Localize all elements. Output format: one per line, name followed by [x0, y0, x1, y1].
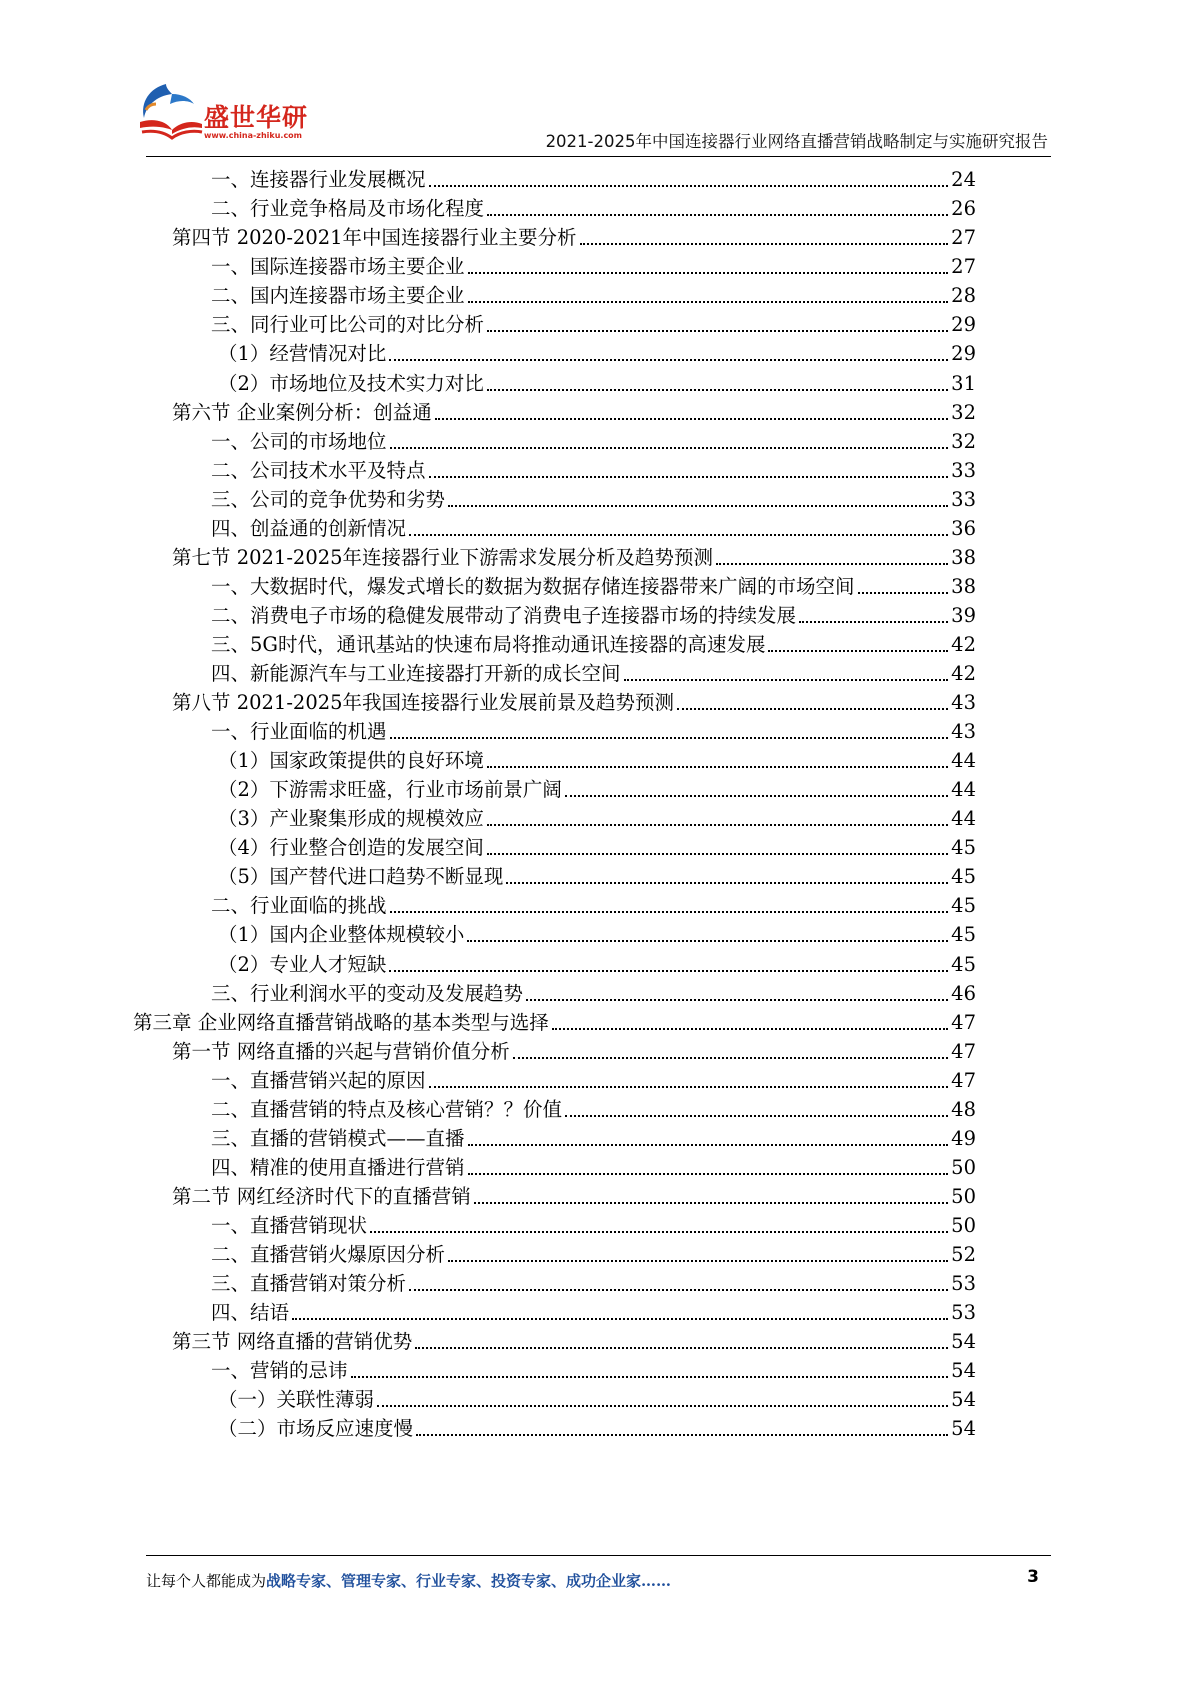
toc-entry[interactable] — [211, 422, 976, 453]
toc-dot-leader — [389, 359, 948, 361]
toc-entry-page: 45 — [951, 836, 976, 860]
toc-dot-leader — [677, 708, 948, 710]
toc-entry-page: 27 — [951, 255, 976, 279]
toc-entry[interactable] — [172, 219, 976, 250]
toc-entry[interactable] — [172, 1033, 976, 1064]
toc-entry-page: 53 — [951, 1301, 976, 1325]
toc-entry[interactable] — [218, 800, 976, 831]
toc-dot-leader — [448, 505, 948, 507]
toc-entry-title: 四、创益通的创新情况 — [211, 516, 407, 540]
toc-entry-title: 二、公司技术水平及特点 — [211, 458, 426, 482]
toc-entry-page: 44 — [951, 749, 976, 773]
logo-text: 盛世华研 — [204, 103, 309, 132]
toc-entry[interactable] — [172, 393, 976, 424]
toc-entry-page: 47 — [951, 1039, 976, 1063]
toc-dot-leader — [429, 1086, 949, 1088]
toc-entry[interactable] — [218, 858, 976, 889]
toc-entry-page: 54 — [951, 1417, 976, 1441]
logo-url: www.china-zhiku.com — [204, 131, 303, 140]
toc-dot-leader — [487, 853, 948, 855]
toc-entry-page: 26 — [951, 197, 976, 221]
logo-emblem-icon — [136, 78, 206, 148]
toc-entry-page: 24 — [951, 168, 976, 192]
toc-dot-leader — [351, 1376, 949, 1378]
toc-entry-title: 一、大数据时代，爆发式增长的数据为数据存储连接器带来广阔的市场空间 — [211, 574, 855, 598]
toc-entry-title: 一、国际连接器市场主要企业 — [211, 255, 465, 279]
toc-entry-title: 第三章 企业网络直播营销战略的基本类型与选择 — [133, 1010, 549, 1034]
toc-entry-title: 三、公司的竞争优势和劣势 — [211, 487, 446, 511]
toc-entry-page: 28 — [951, 284, 976, 308]
toc-entry-title: 四、新能源汽车与工业连接器打开新的成长空间 — [211, 662, 621, 686]
toc-entry[interactable] — [172, 539, 976, 570]
company-logo — [136, 78, 309, 148]
toc-entry[interactable] — [211, 161, 976, 192]
header-divider — [146, 156, 1051, 157]
toc-entry-page: 38 — [951, 545, 976, 569]
toc-dot-leader — [513, 1057, 948, 1059]
toc-entry[interactable] — [211, 248, 976, 279]
toc-entry-title: 三、行业利润水平的变动及发展趋势 — [211, 981, 524, 1005]
toc-entry-title: （1）经营情况对比 — [218, 342, 387, 366]
toc-entry-page: 32 — [951, 400, 976, 424]
toc-entry-page: 45 — [951, 952, 976, 976]
toc-dot-leader — [552, 1028, 948, 1030]
toc-entry[interactable] — [211, 1265, 976, 1296]
toc-dot-leader — [624, 679, 949, 681]
toc-entry-page: 44 — [951, 778, 976, 802]
toc-entry-page: 27 — [951, 226, 976, 250]
toc-dot-leader — [799, 621, 948, 623]
toc-entry-page: 46 — [951, 981, 976, 1005]
toc-dot-leader — [487, 824, 948, 826]
toc-entry-page: 45 — [951, 894, 976, 918]
toc-entry[interactable] — [211, 1091, 976, 1122]
toc-entry-page: 54 — [951, 1359, 976, 1383]
toc-entry-title: （1）国家政策提供的良好环境 — [218, 749, 484, 773]
toc-entry[interactable] — [218, 916, 976, 947]
footer-slogan — [146, 1570, 671, 1591]
toc-dot-leader — [292, 1318, 948, 1320]
toc-dot-leader — [716, 563, 948, 565]
toc-dot-leader — [467, 940, 948, 942]
toc-entry-title: （一）关联性薄弱 — [218, 1388, 375, 1412]
toc-entry[interactable] — [211, 306, 976, 337]
toc-entry-page: 44 — [951, 807, 976, 831]
toc-dot-leader — [409, 534, 948, 536]
toc-entry[interactable] — [218, 742, 976, 773]
toc-entry[interactable] — [211, 1236, 976, 1267]
toc-entry-title: 第八节 2021-2025年我国连接器行业发展前景及趋势预测 — [172, 691, 675, 715]
toc-entry-title: 四、精准的使用直播进行营销 — [211, 1155, 465, 1179]
toc-dot-leader — [448, 1260, 948, 1262]
toc-dot-leader — [487, 766, 948, 768]
toc-entry-page: 33 — [951, 487, 976, 511]
toc-entry[interactable] — [218, 829, 976, 860]
toc-entry-page: 47 — [951, 1010, 976, 1034]
toc-entry-page: 38 — [951, 574, 976, 598]
toc-entry-title: （5）国产替代进口趋势不断显现 — [218, 865, 504, 889]
toc-entry[interactable] — [218, 364, 976, 395]
toc-entry[interactable] — [211, 1352, 976, 1383]
toc-entry[interactable] — [172, 1323, 976, 1354]
toc-entry-page: 42 — [951, 662, 976, 686]
toc-entry[interactable] — [211, 974, 976, 1005]
toc-entry[interactable] — [211, 713, 976, 744]
footer-slogan-highlight: 战略专家、管理专家、行业专家、投资专家、成功企业家…… — [266, 1572, 672, 1590]
toc-entry-page: 43 — [951, 691, 976, 715]
toc-dot-leader — [565, 1115, 948, 1117]
toc-entry-title: 一、直播营销现状 — [211, 1213, 368, 1237]
toc-entry-title: （1）国内企业整体规模较小 — [218, 923, 465, 947]
toc-entry-title: （2）专业人才短缺 — [218, 952, 387, 976]
toc-entry[interactable] — [218, 335, 976, 366]
toc-entry[interactable] — [211, 190, 976, 221]
toc-entry[interactable] — [211, 1294, 976, 1325]
toc-entry[interactable] — [172, 684, 976, 715]
toc-entry[interactable] — [211, 887, 976, 918]
toc-entry-page: 33 — [951, 458, 976, 482]
toc-entry-title: （2）下游需求旺盛，行业市场前景广阔 — [218, 778, 562, 802]
toc-dot-leader — [487, 389, 948, 391]
toc-dot-leader — [429, 185, 949, 187]
toc-entry-title: （二）市场反应速度慢 — [218, 1417, 414, 1441]
toc-entry-page: 32 — [951, 429, 976, 453]
toc-entry-page: 45 — [951, 865, 976, 889]
toc-dot-leader — [468, 1173, 949, 1175]
toc-entry-title: 二、行业竞争格局及市场化程度 — [211, 197, 485, 221]
toc-entry-title: 三、直播营销对策分析 — [211, 1272, 407, 1296]
report-title: 2021-2025年中国连接器行业网络直播营销战略制定与实施研究报告 — [545, 132, 1048, 151]
toc-dot-leader — [506, 882, 948, 884]
toc-entry-title: 第二节 网红经济时代下的直播营销 — [172, 1184, 471, 1208]
toc-dot-leader — [468, 1144, 949, 1146]
toc-dot-leader — [390, 911, 949, 913]
toc-entry-title: 一、营销的忌讳 — [211, 1359, 348, 1383]
toc-entry[interactable] — [211, 1062, 976, 1093]
toc-dot-leader — [565, 795, 948, 797]
toc-entry-page: 36 — [951, 516, 976, 540]
toc-dot-leader — [390, 737, 949, 739]
toc-dot-leader — [429, 476, 949, 478]
toc-entry[interactable] — [218, 1381, 976, 1412]
toc-entry-title: （4）行业整合创造的发展空间 — [218, 836, 484, 860]
toc-dot-leader — [389, 970, 948, 972]
toc-entry-page: 48 — [951, 1097, 976, 1121]
toc-entry[interactable] — [211, 1120, 976, 1151]
toc-entry-page: 43 — [951, 720, 976, 744]
toc-entry[interactable] — [211, 452, 976, 483]
toc-entry-title: 三、同行业可比公司的对比分析 — [211, 313, 485, 337]
toc-entry-title: 第一节 网络直播的兴起与营销价值分析 — [172, 1039, 510, 1063]
toc-entry-page: 47 — [951, 1068, 976, 1092]
toc-dot-leader — [416, 1434, 948, 1436]
toc-entry-page: 54 — [951, 1330, 976, 1354]
toc-entry-title: 第七节 2021-2025年连接器行业下游需求发展分析及趋势预测 — [172, 545, 714, 569]
toc-entry-title: 一、公司的市场地位 — [211, 429, 387, 453]
toc-dot-leader — [377, 1405, 948, 1407]
toc-entry-title: 三、5G时代，通讯基站的快速布局将推动通讯连接器的高速发展 — [211, 632, 766, 656]
toc-entry-title: 三、直播的营销模式——直播 — [211, 1126, 465, 1150]
toc-entry-title: 一、连接器行业发展概况 — [211, 168, 426, 192]
toc-entry[interactable] — [218, 1410, 976, 1441]
toc-dot-leader — [858, 592, 949, 594]
footer-divider — [146, 1555, 1051, 1556]
toc-dot-leader — [526, 999, 948, 1001]
toc-entry-page: 50 — [951, 1155, 976, 1179]
toc-dot-leader — [468, 301, 949, 303]
toc-dot-leader — [409, 1289, 948, 1291]
toc-entry-title: 一、行业面临的机遇 — [211, 720, 387, 744]
toc-entry-title: 第四节 2020-2021年中国连接器行业主要分析 — [172, 226, 577, 250]
toc-entry-title: 四、结语 — [211, 1301, 290, 1325]
toc-entry[interactable] — [211, 481, 976, 512]
toc-entry[interactable] — [211, 1207, 976, 1238]
toc-entry-title: 二、国内连接器市场主要企业 — [211, 284, 465, 308]
toc-entry-title: 一、直播营销兴起的原因 — [211, 1068, 426, 1092]
toc-entry[interactable] — [211, 277, 976, 308]
toc-entry-title: 二、直播营销火爆原因分析 — [211, 1243, 446, 1267]
toc-entry-page: 39 — [951, 603, 976, 627]
toc-entry-page: 29 — [951, 342, 976, 366]
toc-dot-leader — [435, 418, 948, 420]
toc-entry[interactable] — [211, 510, 976, 541]
toc-dot-leader — [768, 650, 948, 652]
toc-entry-title: （3）产业聚集形成的规模效应 — [218, 807, 484, 831]
toc-dot-leader — [390, 447, 949, 449]
toc-entry[interactable] — [172, 1178, 976, 1209]
toc-entry[interactable] — [211, 597, 976, 628]
toc-entry-title: 二、直播营销的特点及核心营销？？价值 — [211, 1097, 563, 1121]
toc-entry-title: 二、行业面临的挑战 — [211, 894, 387, 918]
toc-dot-leader — [415, 1347, 948, 1349]
toc-entry[interactable] — [133, 1003, 976, 1034]
toc-dot-leader — [487, 330, 948, 332]
page-number: 3 — [1027, 1567, 1039, 1587]
toc-entry[interactable] — [211, 1149, 976, 1180]
toc-entry-page: 50 — [951, 1184, 976, 1208]
toc-entry-page: 29 — [951, 313, 976, 337]
toc-entry[interactable] — [211, 626, 976, 657]
toc-entry-title: 第六节 企业案例分析：创益通 — [172, 400, 432, 424]
toc-entry[interactable] — [211, 655, 976, 686]
toc-entry[interactable] — [218, 945, 976, 976]
toc-entry-title: 第三节 网络直播的营销优势 — [172, 1330, 413, 1354]
toc-entry-page: 54 — [951, 1388, 976, 1412]
toc-dot-leader — [474, 1202, 948, 1204]
toc-entry-title: （2）市场地位及技术实力对比 — [218, 371, 484, 395]
toc-dot-leader — [468, 272, 949, 274]
toc-entry-page: 31 — [951, 371, 976, 395]
toc-entry-page: 53 — [951, 1272, 976, 1296]
toc-entry-page: 45 — [951, 923, 976, 947]
toc-entry-title: 二、消费电子市场的稳健发展带动了消费电子连接器市场的持续发展 — [211, 603, 797, 627]
toc-entry[interactable] — [211, 568, 976, 599]
toc-entry-page: 49 — [951, 1126, 976, 1150]
toc-entry-page: 52 — [951, 1243, 976, 1267]
toc-entry-page: 50 — [951, 1213, 976, 1237]
footer-slogan-prefix: 让每个人都能成为 — [146, 1572, 267, 1590]
toc-dot-leader — [370, 1231, 948, 1233]
toc-entry-page: 42 — [951, 632, 976, 656]
toc-dot-leader — [487, 214, 948, 216]
toc-entry[interactable] — [218, 771, 976, 802]
toc-dot-leader — [580, 243, 949, 245]
